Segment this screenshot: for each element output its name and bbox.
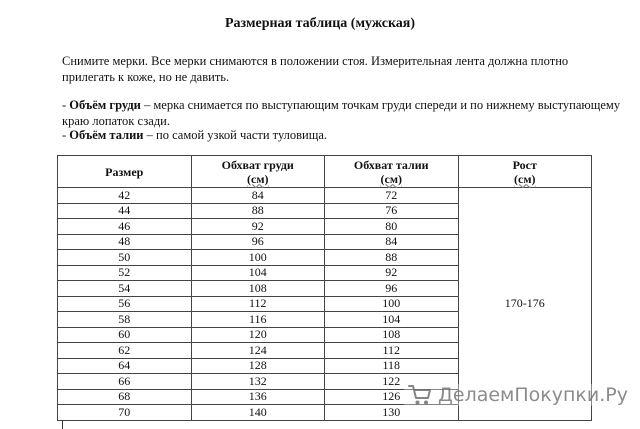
size-cell: 66 xyxy=(58,374,192,390)
header-waist-unit: (см) xyxy=(380,171,402,186)
waist-cell: 104 xyxy=(325,312,459,328)
shopping-cart-icon xyxy=(408,384,432,406)
chest-cell: 120 xyxy=(191,327,325,343)
header-size xyxy=(58,156,192,188)
chest-cell: 96 xyxy=(191,234,325,250)
chest-cell: 88 xyxy=(191,203,325,219)
chest-cell: 100 xyxy=(191,250,325,266)
size-cell: 50 xyxy=(58,250,192,266)
size-cell: 52 xyxy=(58,265,192,281)
waist-note-prefix: - xyxy=(62,128,70,142)
header-chest-unit: (см) xyxy=(247,171,269,186)
waist-cell: 72 xyxy=(325,188,459,204)
chest-cell: 104 xyxy=(191,265,325,281)
size-table xyxy=(57,155,592,421)
waist-cell: 80 xyxy=(325,219,459,235)
size-cell: 44 xyxy=(58,203,192,219)
height-range-cell: 170-176 xyxy=(458,188,592,421)
chest-cell: 136 xyxy=(191,389,325,405)
chest-note-term: Объём груди xyxy=(69,98,141,112)
chest-cell: 140 xyxy=(191,405,325,421)
header-height xyxy=(458,156,592,188)
chest-cell: 128 xyxy=(191,358,325,374)
size-cell: 60 xyxy=(58,327,192,343)
waist-note-term: Объём талии xyxy=(69,128,144,142)
waist-cell: 126 xyxy=(325,389,459,405)
chest-cell: 108 xyxy=(191,281,325,297)
chest-note-prefix: - xyxy=(62,98,70,112)
header-waist-label: Обхват талии xyxy=(353,157,429,172)
table-header-row xyxy=(58,156,592,188)
waist-note xyxy=(62,127,622,143)
waist-cell: 84 xyxy=(325,234,459,250)
chest-note xyxy=(62,97,622,129)
page-title: Размерная таблица (мужская) xyxy=(224,16,416,31)
waist-cell: 96 xyxy=(325,281,459,297)
size-cell: 54 xyxy=(58,281,192,297)
waist-note-text: – по самой узкой части туловища. xyxy=(143,128,328,142)
waist-cell: 76 xyxy=(325,203,459,219)
waist-cell: 118 xyxy=(325,358,459,374)
chest-cell: 112 xyxy=(191,296,325,312)
size-cell: 48 xyxy=(58,234,192,250)
waist-cell: 92 xyxy=(325,265,459,281)
size-cell: 56 xyxy=(58,296,192,312)
chest-cell: 84 xyxy=(191,188,325,204)
waist-cell: 100 xyxy=(325,296,459,312)
chest-cell: 132 xyxy=(191,374,325,390)
waist-cell: 112 xyxy=(325,343,459,359)
waist-cell: 108 xyxy=(325,327,459,343)
size-cell: 68 xyxy=(58,389,192,405)
waist-cell: 130 xyxy=(325,405,459,421)
header-size-label: Размер xyxy=(105,164,144,179)
size-cell: 62 xyxy=(58,343,192,359)
size-cell: 64 xyxy=(58,358,192,374)
header-height-unit: (см) xyxy=(514,171,536,186)
header-waist xyxy=(325,156,459,188)
size-cell: 58 xyxy=(58,312,192,328)
header-height-label: Рост xyxy=(512,157,537,172)
chest-cell: 116 xyxy=(191,312,325,328)
chest-note-text: – мерка снимается по выступающим точкам груди спереди и по нижнему выступающему краю лопаток сзади. xyxy=(62,98,621,128)
watermark-text: ДелаемПокупки.Ру xyxy=(438,384,628,406)
size-cell: 46 xyxy=(58,219,192,235)
chest-cell: 92 xyxy=(191,219,325,235)
watermark xyxy=(404,384,632,406)
size-cell: 42 xyxy=(58,188,192,204)
waist-cell: 88 xyxy=(325,250,459,266)
table-row xyxy=(58,188,592,204)
waist-cell: 122 xyxy=(325,374,459,390)
size-cell: 70 xyxy=(58,405,192,421)
page-edge-line xyxy=(62,420,63,429)
header-chest-label: Обхват груди xyxy=(221,157,294,172)
intro-text: Снимите мерки. Все мерки снимаются в положении стоя. Измерительная лента должна плотно прилегать к коже, но не давить. xyxy=(62,54,569,84)
chest-cell: 124 xyxy=(191,343,325,359)
header-chest xyxy=(191,156,325,188)
